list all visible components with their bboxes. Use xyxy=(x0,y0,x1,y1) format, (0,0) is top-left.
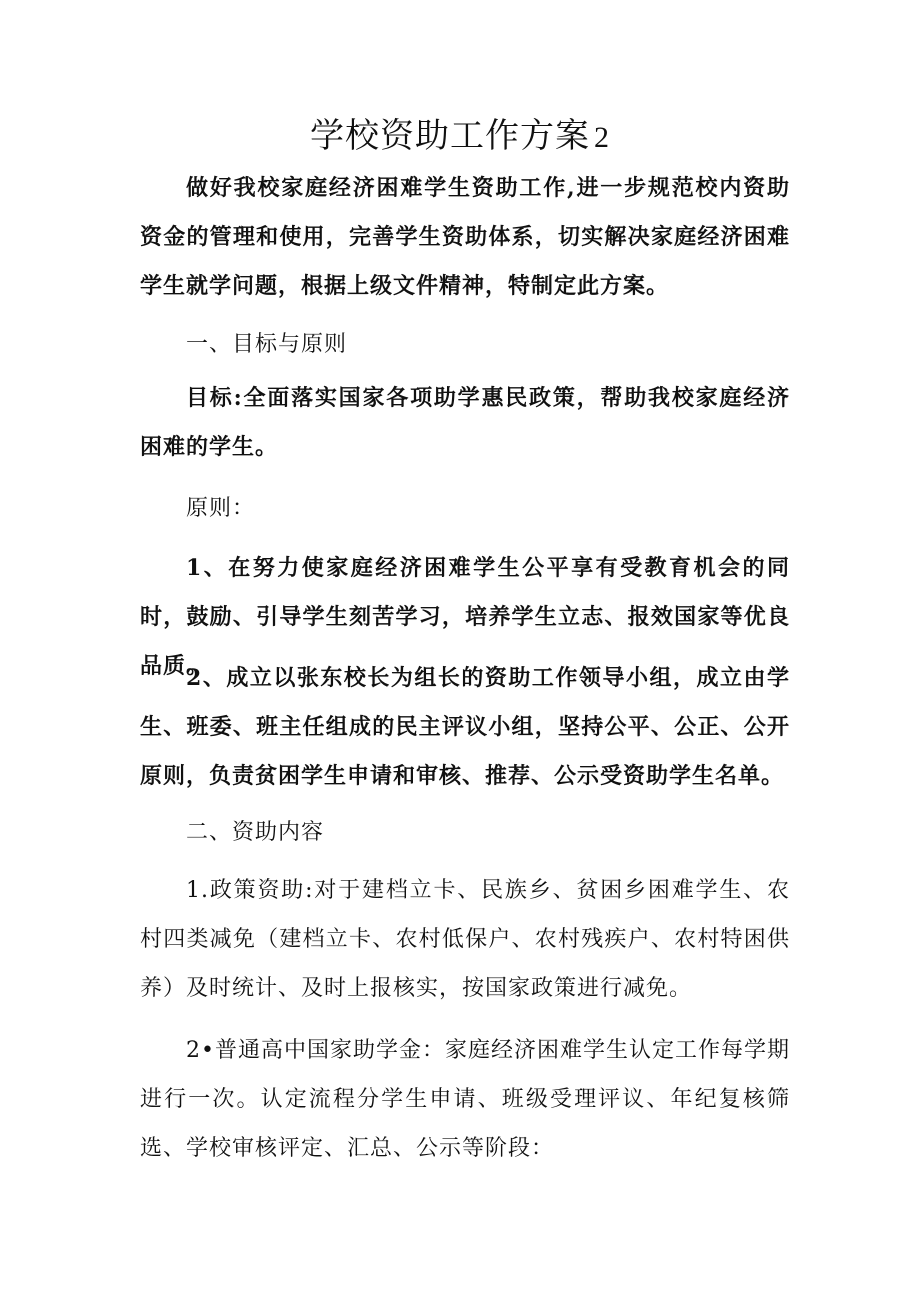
item-1-paragraph: 1.政策资助:对于建档立卡、民族乡、贫困乡困难学生、农村四类减免（建档立卡、农村低保户、农村残疾户、农村特困供养）及时统计、及时上报核实，按国家政策进行减免。 xyxy=(140,878,790,1001)
intro-paragraph: 做好我校家庭经济困难学生资助工作,进一步规范校内资助资金的管理和使用，完善学生资助体系，切实解决家庭经济困难学生就学问题，根据上级文件精神，特制定此方案。 xyxy=(140,175,790,299)
principle-2-paragraph: 2、成立以张东校长为组长的资助工作领导小组，成立由学生、班委、班主任组成的民主评议小组，坚持公平、公正、公开原则，负责贫困学生申请和审核、推荐、公示受资助学生名单。 xyxy=(140,665,790,789)
section2-heading: 二、资助内容 xyxy=(186,820,325,845)
document-title xyxy=(0,110,920,164)
title-suffix: 2 xyxy=(594,121,610,154)
principle-1-paragraph: 1、在努力使家庭经济困难学生公平享有受教育机会的同时，鼓励、引导学生刻苦学习，培养学生立志、报效国家等优良品质。 xyxy=(140,555,790,679)
principle-label: 原则： xyxy=(186,496,256,521)
title-text: 学校资助工作方案 xyxy=(310,116,590,156)
goal-paragraph: 目标:全面落实国家各项助学惠民政策，帮助我校家庭经济困难的学生。 xyxy=(140,385,790,460)
section1-heading: 一、目标与原则 xyxy=(186,332,348,357)
item-2-paragraph: 2•普通高中国家助学金：家庭经济困难学生认定工作每学期进行一次。认定流程分学生申请、班级受理评议、年纪复核筛选、学校审核评定、汇总、公示等阶段： xyxy=(140,1038,790,1161)
